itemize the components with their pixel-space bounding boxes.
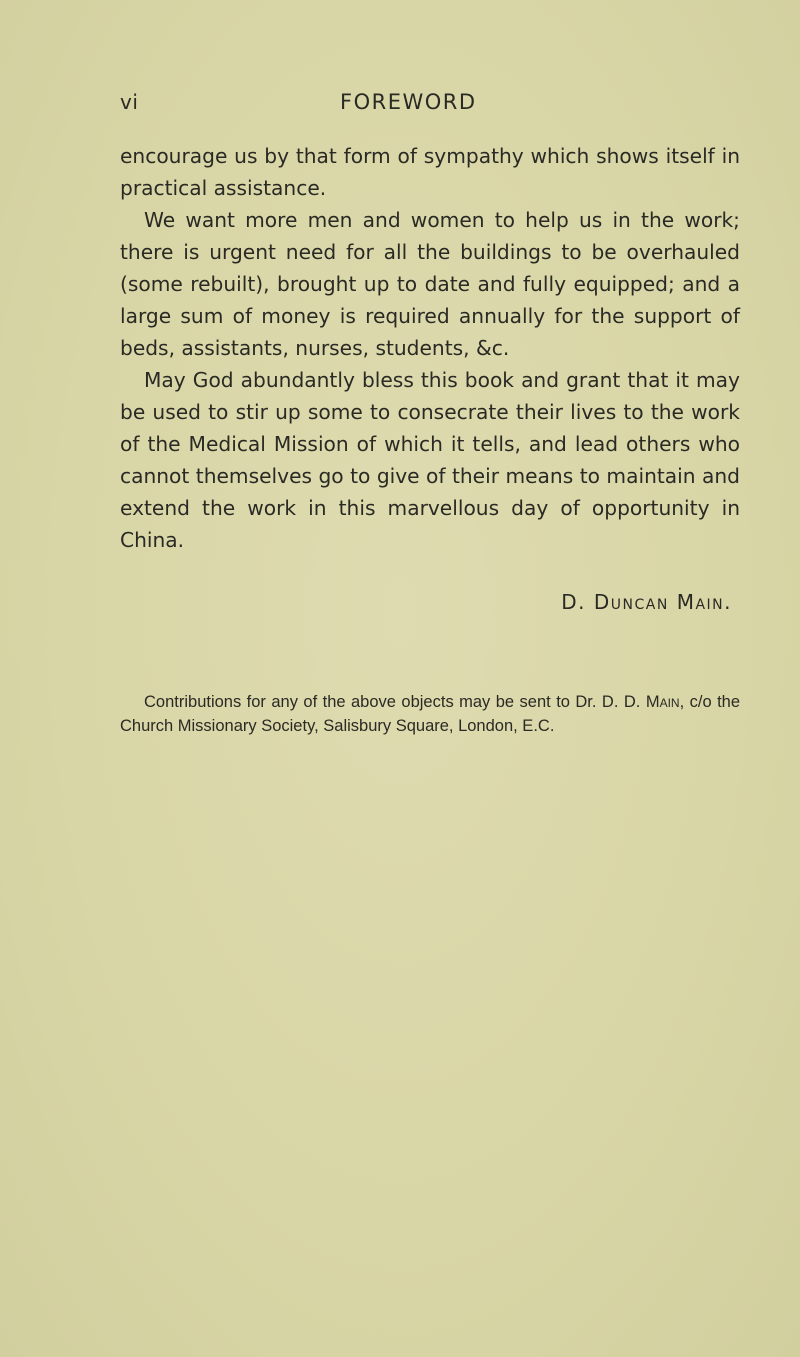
page-title: FOREWORD [340,90,477,114]
paragraph-2: We want more men and women to help us in the work; there is urgent need for all the buildings to be overhauled (some rebuilt), brought up to date and fully equipped; and a large sum of money is required annually for the support of beds, assistants, nurses, students, &c. [120,208,740,360]
contributions-note [120,690,740,738]
note-text-before: Contributions for any of the above objects may be sent to Dr. D. D. [144,692,646,711]
note-name: Main [645,692,680,711]
paragraph-1: encourage us by that form of sympathy which shows itself in practical assistance. [120,144,740,200]
author-signature: D. Duncan Main. [561,590,732,614]
page-number: vi [120,90,139,114]
foreword-body [120,140,740,556]
note-text-after: , c/o the Church Missionary Society, Salisbury Square, London, E.C. [120,692,741,735]
running-head [120,90,740,120]
paragraph-3: May God abundantly bless this book and grant that it may be used to stir up some to consecrate their lives to the work of the Medical Mission of which it tells, and lead others who cannot themselves go to give of their means to maintain and extend the work in this marvellous day of opportunity in China. [120,368,740,552]
